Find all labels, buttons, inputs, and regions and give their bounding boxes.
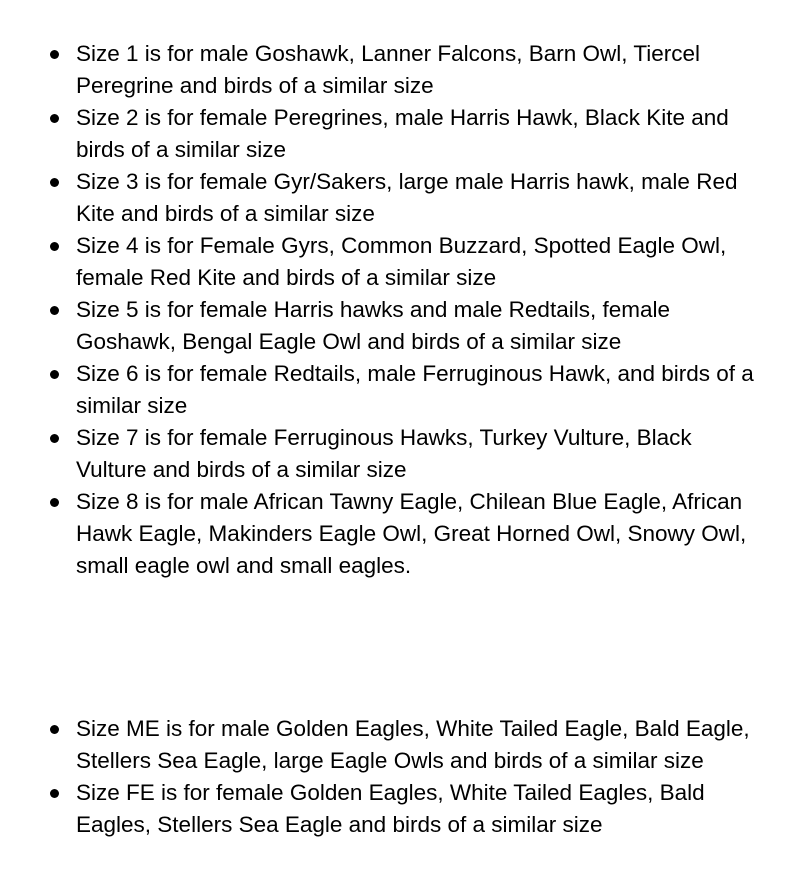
size-list-standard (0, 38, 800, 582)
list-item-size-3 (0, 166, 800, 230)
list-item-text: Size 6 is for female Redtails, male Ferruginous Hawk, and birds of a similar size (76, 361, 754, 418)
list-item-size-fe (0, 777, 800, 841)
list-item-text: Size 8 is for male African Tawny Eagle, Chilean Blue Eagle, African Hawk Eagle, Makinders Eagle Owl, Great Horned Owl, Snowy Owl, small eagle owl and small eagles. (76, 489, 747, 578)
list-item-size-me (0, 713, 800, 777)
list-item-size-1 (0, 38, 800, 102)
bullet-icon (50, 242, 59, 251)
bullet-icon (50, 114, 59, 123)
list-item-size-7 (0, 422, 800, 486)
bullet-icon (50, 725, 59, 734)
bullet-icon (50, 498, 59, 507)
list-item-text: Size 5 is for female Harris hawks and male Redtails, female Goshawk, Bengal Eagle Owl and birds of a similar size (76, 297, 670, 354)
list-item-text: Size 2 is for female Peregrines, male Harris Hawk, Black Kite and birds of a similar size (76, 105, 729, 162)
list-item-size-6 (0, 358, 800, 422)
bullet-icon (50, 178, 59, 187)
size-list-eagles (0, 713, 800, 841)
list-item-text: Size ME is for male Golden Eagles, White Tailed Eagle, Bald Eagle, Stellers Sea Eagle, large Eagle Owls and birds of a similar size (76, 716, 750, 773)
list-item-size-2 (0, 102, 800, 166)
list-item-text: Size 3 is for female Gyr/Sakers, large male Harris hawk, male Red Kite and birds of a similar size (76, 169, 738, 226)
list-item-text: Size 1 is for male Goshawk, Lanner Falcons, Barn Owl, Tiercel Peregrine and birds of a similar size (76, 41, 701, 98)
list-item-text: Size 4 is for Female Gyrs, Common Buzzard, Spotted Eagle Owl, female Red Kite and birds of a similar size (76, 233, 727, 290)
list-item-size-8 (0, 486, 800, 582)
bullet-icon (50, 50, 59, 59)
list-item-size-5 (0, 294, 800, 358)
list-item-text: Size 7 is for female Ferruginous Hawks, Turkey Vulture, Black Vulture and birds of a similar size (76, 425, 692, 482)
bullet-icon (50, 306, 59, 315)
bullet-icon (50, 789, 59, 798)
list-item-text: Size FE is for female Golden Eagles, White Tailed Eagles, Bald Eagles, Stellers Sea Eagle and birds of a similar size (76, 780, 705, 837)
list-item-size-4 (0, 230, 800, 294)
bullet-icon (50, 370, 59, 379)
bullet-icon (50, 434, 59, 443)
